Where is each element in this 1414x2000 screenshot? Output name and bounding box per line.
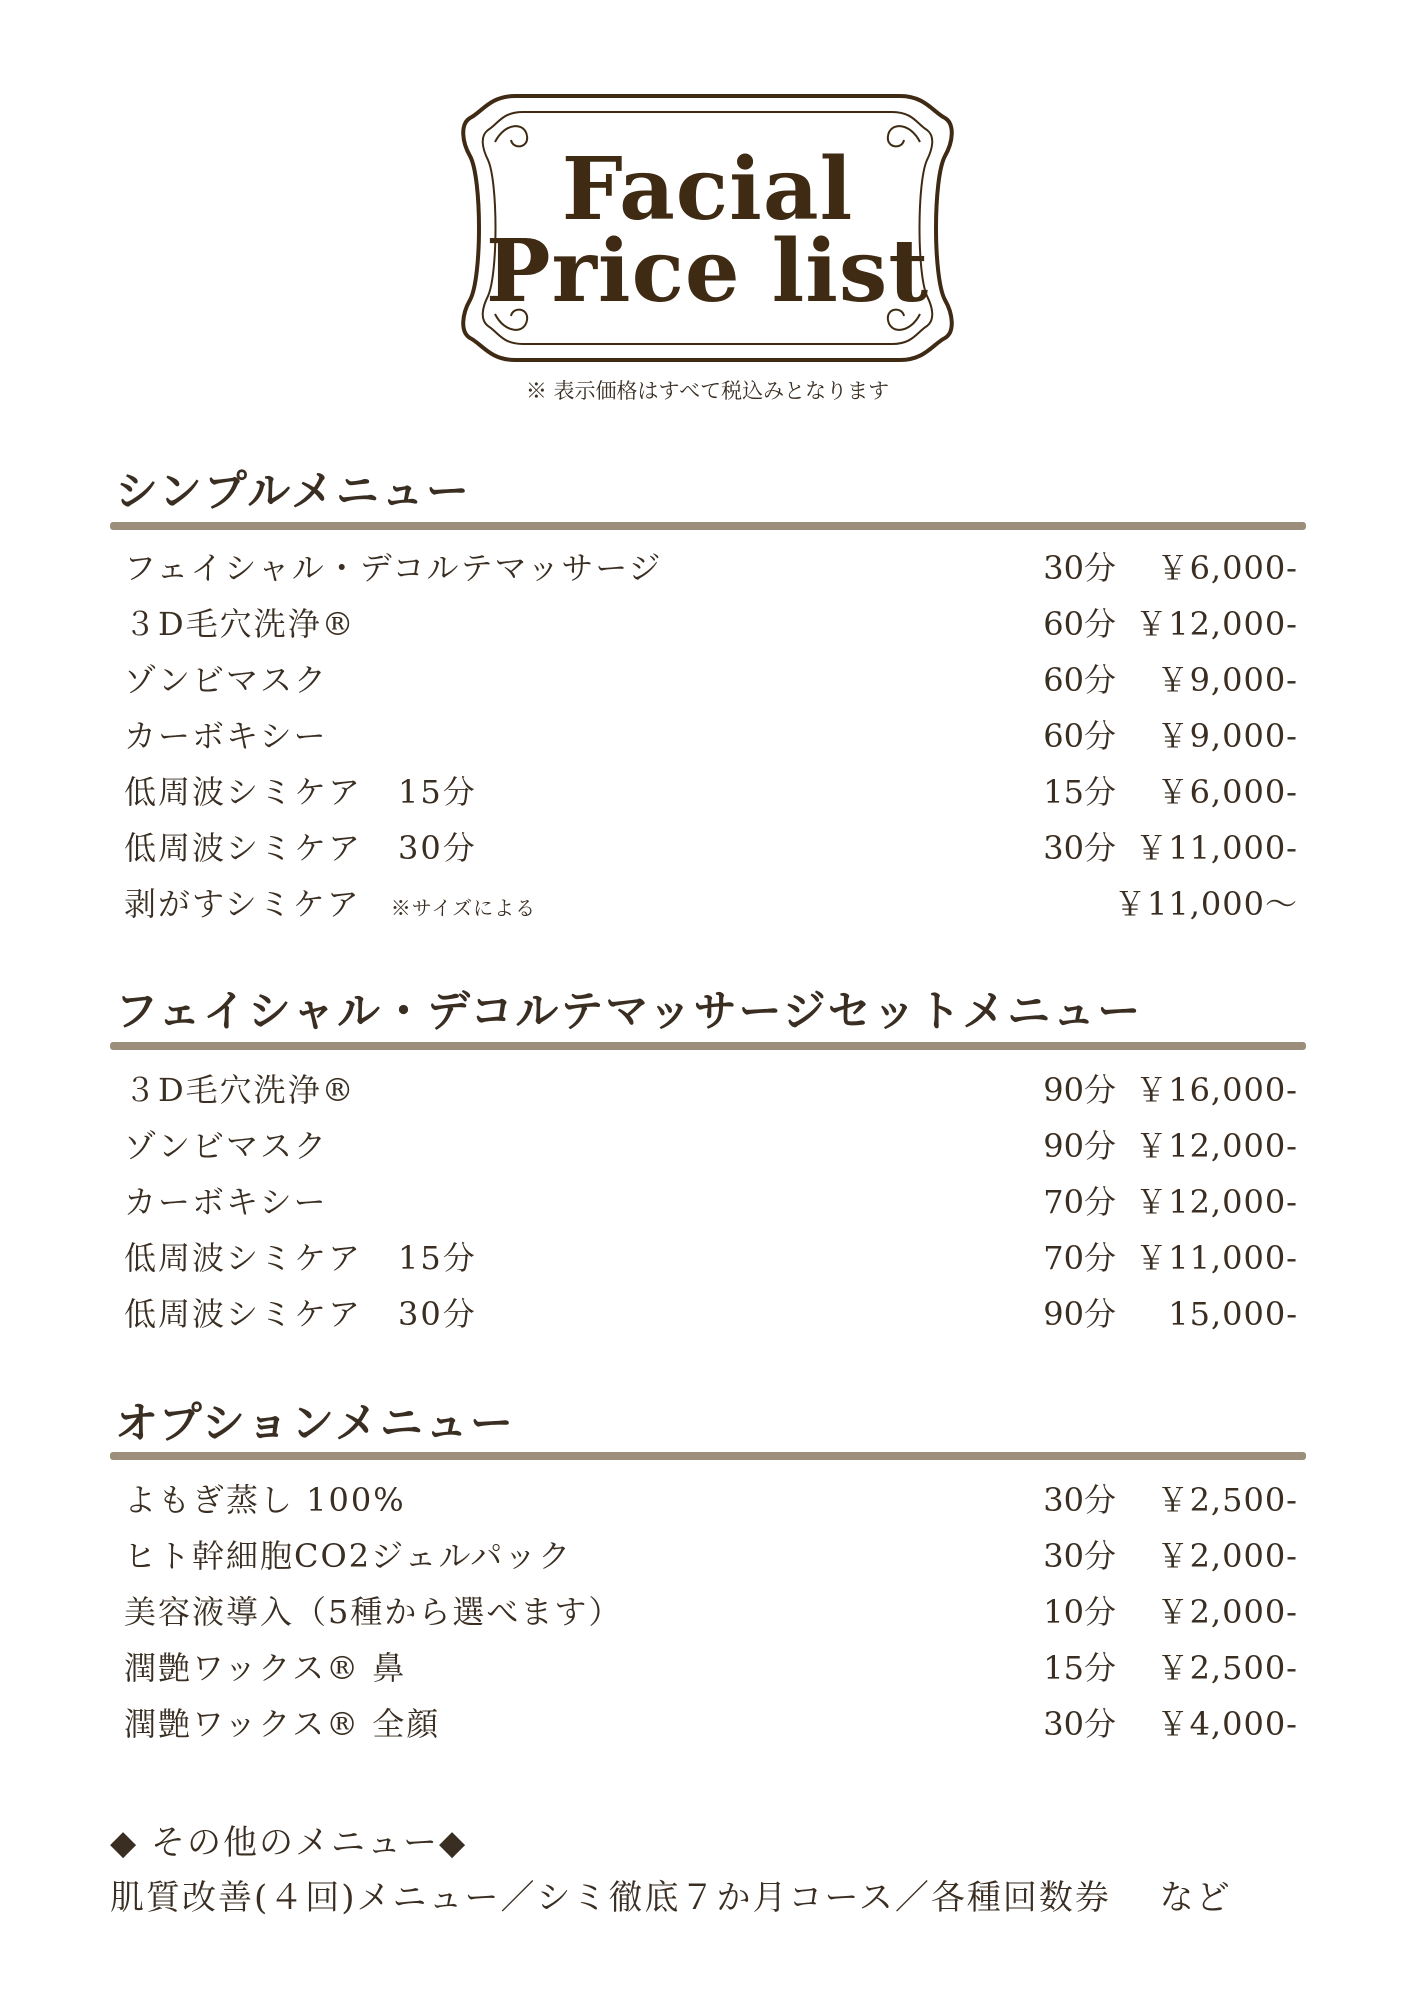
item-price: ￥11,000- (1135, 829, 1298, 867)
menu-row (110, 658, 1306, 702)
item-duration: 10分 (1043, 1593, 1116, 1631)
item-duration: 30分 (1043, 1705, 1116, 1743)
tax-note: ※ 表示価格はすべて税込みとなります (525, 379, 890, 403)
item-price: ￥9,000- (1156, 661, 1298, 699)
item-duration: 70分 (1043, 1239, 1116, 1277)
item-name: ゾンビマスク (124, 661, 329, 699)
item-price: ￥9,000- (1156, 717, 1298, 755)
item-name: カーボキシー (124, 717, 328, 755)
item-name-text: 剥がすシミケア (124, 885, 361, 923)
item-price: ￥6,000- (1156, 549, 1298, 587)
menu-row (110, 714, 1306, 758)
menu-row (110, 882, 1306, 926)
menu-row (110, 770, 1306, 814)
menu-row (110, 546, 1306, 590)
item-name-text: 低周波シミケア (124, 1295, 363, 1333)
item-price: ￥6,000- (1156, 773, 1298, 811)
menu-row (110, 1702, 1306, 1746)
item-name-sub: 15分 (398, 1239, 477, 1277)
item-price: ￥16,000- (1135, 1071, 1298, 1109)
item-name-text: 低周波シミケア (124, 1239, 363, 1277)
item-duration: 30分 (1043, 549, 1116, 587)
item-price: ￥2,500- (1156, 1481, 1298, 1519)
item-name (124, 770, 477, 814)
item-duration: 60分 (1043, 661, 1116, 699)
menu-row (110, 1068, 1306, 1112)
item-duration: 90分 (1043, 1295, 1116, 1333)
other-menu-title: ◆ その他のメニュー◆ (110, 1823, 468, 1863)
item-duration: 70分 (1043, 1183, 1116, 1221)
item-price: ￥12,000- (1135, 1183, 1298, 1221)
menu-row (110, 1180, 1306, 1224)
item-name: カーボキシー (124, 1183, 328, 1221)
item-name: フェイシャル・デコルテマッサージ (124, 549, 663, 587)
title-price-list: Price list (485, 221, 930, 322)
menu-row (110, 1534, 1306, 1578)
item-duration: 15分 (1043, 773, 1116, 811)
section-title-set-menu: フェイシャル・デコルテマッサージセットメニュー (115, 987, 1143, 1037)
menu-row (110, 1124, 1306, 1168)
section-divider (110, 1042, 1306, 1050)
item-name (124, 882, 536, 930)
item-name (124, 826, 477, 870)
item-name: ３D毛穴洗浄® (124, 605, 356, 643)
item-name: 潤艶ワックス® 全顔 (124, 1705, 441, 1743)
item-name: ゾンビマスク (124, 1127, 329, 1165)
other-menu-text: 肌質改善(４回)メニュー／シミ徹底７か月コース／各種回数券 など (110, 1878, 1232, 1918)
item-name-sub: 30分 (398, 1295, 477, 1333)
item-name: 美容液導入（5種から選べます） (124, 1593, 623, 1631)
item-duration: 15分 (1043, 1649, 1116, 1687)
item-price: ￥2,000- (1156, 1593, 1298, 1631)
item-price: 15,000- (1168, 1295, 1298, 1333)
item-duration: 90分 (1043, 1071, 1116, 1109)
section-title-options: オプションメニュー (115, 1399, 515, 1449)
item-name: 潤艶ワックス® 鼻 (124, 1649, 407, 1687)
item-duration: 30分 (1043, 829, 1116, 867)
item-duration: 60分 (1043, 717, 1116, 755)
item-price: ￥2,500- (1156, 1649, 1298, 1687)
item-name-text: 低周波シミケア (124, 829, 363, 867)
item-name (124, 1236, 477, 1280)
item-name-sub: 30分 (398, 829, 477, 867)
menu-row (110, 1646, 1306, 1690)
item-note: ※サイズによる (390, 896, 537, 920)
item-price: ￥2,000- (1156, 1537, 1298, 1575)
menu-row (110, 1590, 1306, 1634)
item-name: ヒト幹細胞CO2ジェルパック (124, 1537, 573, 1575)
item-name-sub: 15分 (398, 773, 477, 811)
item-duration: 60分 (1043, 605, 1116, 643)
item-price: ￥12,000- (1135, 1127, 1298, 1165)
item-name: ３D毛穴洗浄® (124, 1071, 356, 1109)
item-name: よもぎ蒸し 100% (124, 1481, 406, 1519)
item-price: ￥12,000- (1135, 605, 1298, 643)
item-name (124, 1292, 477, 1336)
item-price: ￥4,000- (1156, 1705, 1298, 1743)
section-divider (110, 1452, 1306, 1460)
item-price: ￥11,000～ (1114, 885, 1298, 923)
item-name-text: 低周波シミケア (124, 773, 363, 811)
menu-row (110, 1478, 1306, 1522)
item-duration: 30分 (1043, 1481, 1116, 1519)
title-facial: Facial (561, 139, 854, 240)
menu-row (110, 1236, 1306, 1280)
menu-row (110, 826, 1306, 870)
item-duration: 90分 (1043, 1127, 1116, 1165)
section-divider (110, 522, 1306, 530)
item-price: ￥11,000- (1135, 1239, 1298, 1277)
section-title-simple: シンプルメニュー (115, 467, 471, 517)
title-frame (455, 82, 960, 374)
menu-row (110, 602, 1306, 646)
menu-row (110, 1292, 1306, 1336)
item-duration: 30分 (1043, 1537, 1116, 1575)
